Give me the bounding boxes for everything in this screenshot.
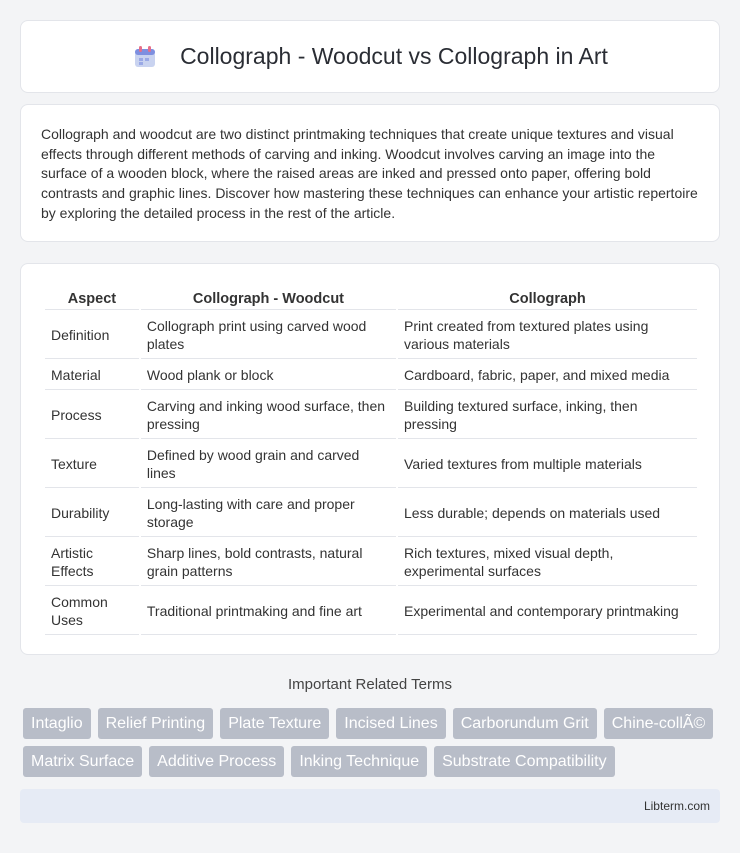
column-header-aspect: Aspect [45,286,139,310]
table-cell: Texture [45,441,139,488]
table-cell: Sharp lines, bold contrasts, natural grain patterns [141,539,396,586]
table-row [45,392,697,439]
related-terms-title: Important Related Terms [288,676,452,693]
table-cell: Collograph print using carved wood plates [141,312,396,359]
table-row [45,441,697,488]
table-cell: Less durable; depends on materials used [398,490,697,537]
table-cell: Experimental and contemporary printmaking [398,588,697,635]
table-cell: Rich textures, mixed visual depth, experimental surfaces [398,539,697,586]
table-cell: Durability [45,490,139,537]
tag-matrix-surface[interactable]: Matrix Surface [23,746,142,777]
table-row [45,361,697,390]
table-cell: Long-lasting with care and proper storage [141,490,396,537]
column-header-collograph: Collograph [398,286,697,310]
table-cell: Print created from textured plates using various materials [398,312,697,359]
calendar-icon [132,44,158,70]
table-cell: Definition [45,312,139,359]
table-cell: Wood plank or block [141,361,396,390]
tag-substrate-compatibility[interactable]: Substrate Compatibility [434,746,615,777]
column-header-woodcut: Collograph - Woodcut [141,286,396,310]
table-cell: Cardboard, fabric, paper, and mixed media [398,361,697,390]
tag-incised-lines[interactable]: Incised Lines [336,708,445,739]
related-terms-list [23,708,723,784]
comparison-table-card [20,263,720,655]
table-cell: Defined by wood grain and carved lines [141,441,396,488]
table-cell: Varied textures from multiple materials [398,441,697,488]
table-row [45,490,697,537]
table-cell: Building textured surface, inking, then pressing [398,392,697,439]
footer [20,789,720,823]
tag-chine-colle[interactable]: Chine-collÃ© [604,708,714,739]
table-row [45,588,697,635]
header-card [20,20,720,93]
tag-additive-process[interactable]: Additive Process [149,746,284,777]
intro-text: Collograph and woodcut are two distinct printmaking techniques that create unique textures and visual effects through different methods of carving and inking. Woodcut involves carving an image into the surface of a wooden block, where the raised areas are inked and pressed onto paper, offering bold contrasts and graphic lines. Discover how mastering these techniques can enhance your artistic repertoire by exploring the detailed process in the rest of the article. [41,126,698,221]
tag-plate-texture[interactable]: Plate Texture [220,708,329,739]
tag-carborundum-grit[interactable]: Carborundum Grit [453,708,597,739]
table-cell: Common Uses [45,588,139,635]
comparison-table [43,284,699,637]
table-cell: Process [45,392,139,439]
tag-row [23,746,723,777]
intro-card [20,104,720,242]
tag-intaglio[interactable]: Intaglio [23,708,91,739]
table-row [45,312,697,359]
footer-brand-link[interactable]: Libterm.com [643,799,710,813]
table-cell: Material [45,361,139,390]
table-cell: Traditional printmaking and fine art [141,588,396,635]
tag-inking-technique[interactable]: Inking Technique [291,746,427,777]
table-cell: Artistic Effects [45,539,139,586]
table-row [45,539,697,586]
page-title: Collograph - Woodcut vs Collograph in Art [180,43,608,69]
table-cell: Carving and inking wood surface, then pressing [141,392,396,439]
tag-relief-printing[interactable]: Relief Printing [98,708,214,739]
tag-row [23,708,723,739]
